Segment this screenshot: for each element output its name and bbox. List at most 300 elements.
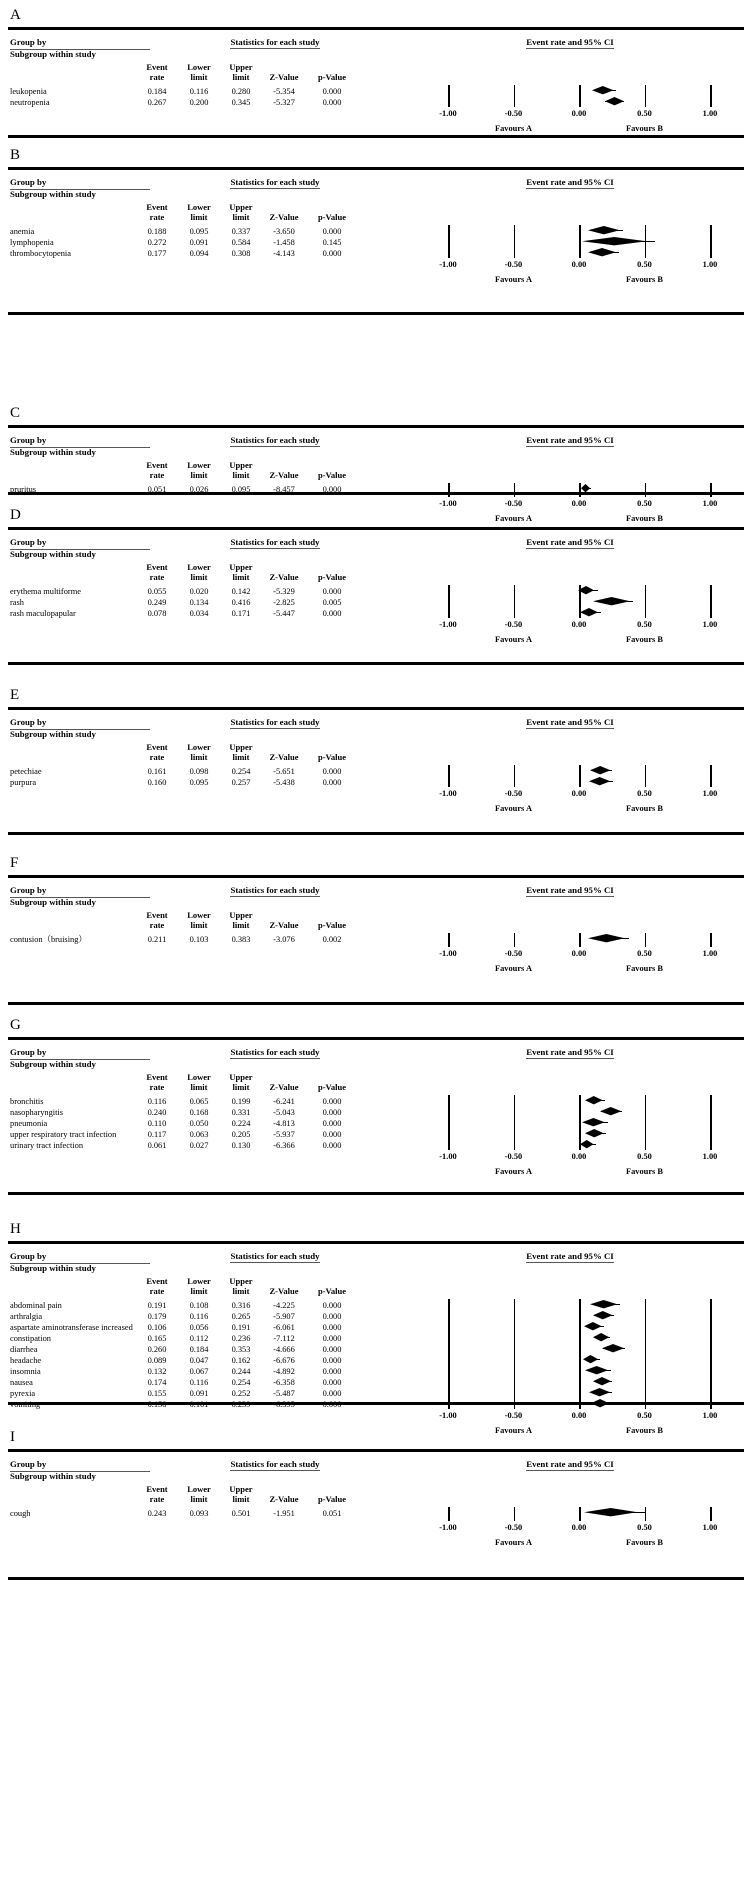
- cell-event-rate: 0.110: [147, 1119, 167, 1128]
- col-header-event-rate-line1: Event: [146, 1072, 168, 1082]
- col-header-lower-limit: [181, 742, 217, 762]
- cell-upper-limit: 0.257: [231, 778, 251, 787]
- col-header-upper-limit-line1: Upper: [229, 1276, 253, 1286]
- col-header-lower-limit-line2: limit: [190, 1082, 208, 1092]
- cell-lower-limit: 0.091: [189, 238, 209, 247]
- ci-header: Event rate and 95% CI: [526, 1047, 614, 1057]
- col-header-z-value-line2: Z-Value: [269, 1286, 299, 1296]
- col-header-p-value: [311, 910, 353, 930]
- favours-b-label: Favours B: [626, 1167, 663, 1176]
- forest-plot-area: [420, 765, 740, 817]
- forest-panel-H: [0, 1221, 752, 1435]
- summary-diamond: [584, 1322, 602, 1330]
- col-header-lower-limit: [181, 202, 217, 222]
- cell-z-value: -5.487: [273, 1389, 295, 1398]
- axis-tick-1: [514, 1507, 516, 1521]
- cell-z-value: -5.438: [273, 778, 295, 787]
- col-header-event-rate-line2: rate: [149, 1494, 165, 1504]
- cell-p-value: 0.000: [322, 1301, 342, 1310]
- col-header-upper-limit-line1: Upper: [229, 742, 253, 752]
- col-header-lower-limit-line2: limit: [190, 1494, 208, 1504]
- forest-panel-B: [0, 147, 752, 284]
- subgroup-label: urinary tract infection: [10, 1141, 84, 1150]
- col-header-upper-limit-line2: limit: [232, 72, 250, 82]
- col-header-event-rate: [139, 460, 175, 480]
- axis-tick-1: [514, 933, 516, 947]
- cell-event-rate: 0.116: [147, 1097, 167, 1106]
- summary-diamond: [592, 86, 614, 94]
- axis-tick-label-3: 0.50: [637, 1411, 652, 1420]
- axis-tick-label-1: -0.50: [504, 1411, 523, 1420]
- cell-z-value: -5.043: [273, 1108, 295, 1117]
- col-header-z-value-line2: Z-Value: [269, 572, 299, 582]
- axis-tick-4: [710, 1095, 712, 1150]
- forest-panel-F: [0, 855, 752, 973]
- cell-upper-limit: 0.345: [231, 98, 251, 107]
- summary-diamond: [584, 1508, 637, 1516]
- forest-panel-A: [0, 7, 752, 133]
- cell-event-rate: 0.188: [147, 227, 167, 236]
- axis-tick-label-3: 0.50: [637, 949, 652, 958]
- col-header-p-value-line2: p-Value: [317, 72, 347, 82]
- cell-lower-limit: 0.184: [189, 1345, 209, 1354]
- cell-upper-limit: 0.162: [231, 1356, 251, 1365]
- favours-a-label: Favours A: [495, 1426, 532, 1435]
- col-header-lower-limit: [181, 562, 217, 582]
- col-header-upper-limit: [223, 460, 259, 480]
- axis-tick-4: [710, 933, 712, 947]
- cell-upper-limit: 0.501: [231, 1509, 251, 1518]
- panel-letter-C: C: [10, 405, 21, 421]
- statistics-header: Statistics for each study: [230, 1459, 320, 1469]
- col-header-z-value: [263, 910, 305, 930]
- favours-a-label: Favours A: [495, 1538, 532, 1547]
- col-header-z-value-line2: Z-Value: [269, 212, 299, 222]
- col-header-lower-limit: [181, 1276, 217, 1296]
- cell-upper-limit: 0.337: [231, 227, 251, 236]
- panel-bottom-rule: [8, 662, 744, 665]
- axis-tick-1: [514, 85, 516, 107]
- statistics-header: Statistics for each study: [230, 435, 320, 445]
- subgroup-header: Subgroup within study: [10, 549, 96, 559]
- cell-p-value: 0.000: [322, 609, 342, 618]
- cell-p-value: 0.000: [322, 98, 342, 107]
- panel-letter-G: G: [10, 1017, 21, 1033]
- cell-upper-limit: 0.239: [231, 1400, 251, 1409]
- col-header-lower-limit-line2: limit: [190, 752, 208, 762]
- axis-tick-label-1: -0.50: [504, 949, 523, 958]
- panel-top-rule: [8, 167, 744, 170]
- subgroup-label: rash: [10, 598, 24, 607]
- cell-lower-limit: 0.056: [189, 1323, 209, 1332]
- cell-event-rate: 0.089: [147, 1356, 167, 1365]
- cell-upper-limit: 0.308: [231, 249, 251, 258]
- col-header-lower-limit-line2: limit: [190, 920, 208, 930]
- cell-upper-limit: 0.224: [231, 1119, 251, 1128]
- col-header-lower-limit: [181, 62, 217, 82]
- cell-z-value: -6.241: [273, 1097, 295, 1106]
- axis-tick-labels: [420, 1410, 740, 1422]
- axis-tick-3: [645, 585, 647, 618]
- subgroup-label: petechiae: [10, 767, 42, 776]
- col-header-event-rate-line1: Event: [146, 1276, 168, 1286]
- ci-header: Event rate and 95% CI: [526, 177, 614, 187]
- col-header-lower-limit-line2: limit: [190, 1286, 208, 1296]
- cell-p-value: 0.000: [322, 1130, 342, 1139]
- col-header-lower-limit-line1: Lower: [187, 910, 211, 920]
- axis-tick-0: [448, 1507, 450, 1521]
- axis-tick-label-0: -1.00: [439, 260, 457, 269]
- summary-diamond: [582, 1118, 605, 1126]
- summary-diamond: [593, 1333, 609, 1341]
- table-header-row-2: [0, 550, 752, 561]
- cell-lower-limit: 0.098: [189, 767, 209, 776]
- cell-z-value: -5.651: [273, 767, 295, 776]
- summary-diamond: [588, 934, 625, 942]
- favours-b-label: Favours B: [626, 124, 663, 133]
- cell-event-rate: 0.106: [147, 1323, 167, 1332]
- axis-tick-labels: [420, 788, 740, 800]
- favours-a-label: Favours A: [495, 275, 532, 284]
- col-header-z-value-line2: Z-Value: [269, 1494, 299, 1504]
- col-header-event-rate: [139, 1276, 175, 1296]
- cell-lower-limit: 0.116: [189, 1378, 209, 1387]
- cell-z-value: -5.329: [273, 587, 295, 596]
- table-header-row-1: [0, 1252, 752, 1264]
- cell-upper-limit: 0.280: [231, 87, 251, 96]
- cell-p-value: 0.000: [322, 1334, 342, 1343]
- cell-event-rate: 0.174: [147, 1378, 167, 1387]
- statistics-header: Statistics for each study: [230, 37, 320, 47]
- col-header-z-value-line2: Z-Value: [269, 1082, 299, 1092]
- cell-lower-limit: 0.027: [189, 1141, 209, 1150]
- axis-tick-label-1: -0.50: [504, 789, 523, 798]
- cell-event-rate: 0.161: [147, 767, 167, 776]
- axis-tick-1: [514, 1299, 516, 1409]
- subgroup-label: purpura: [10, 778, 37, 787]
- col-header-upper-limit-line1: Upper: [229, 202, 253, 212]
- axis-tick-4: [710, 585, 712, 618]
- panel-bottom-rule: [8, 135, 744, 138]
- col-header-lower-limit-line1: Lower: [187, 460, 211, 470]
- column-headers: [0, 202, 752, 223]
- subgroup-label: pneumonia: [10, 1119, 48, 1128]
- axis-tick-0: [448, 225, 450, 258]
- cell-upper-limit: 0.205: [231, 1130, 251, 1139]
- cell-event-rate: 0.272: [147, 238, 167, 247]
- col-header-upper-limit-line1: Upper: [229, 910, 253, 920]
- axis-tick-4: [710, 1507, 712, 1521]
- axis-tick-label-3: 0.50: [637, 499, 652, 508]
- cell-lower-limit: 0.134: [189, 598, 209, 607]
- subgroup-label: pyrexia: [10, 1389, 36, 1398]
- cell-p-value: 0.000: [322, 1367, 342, 1376]
- forest-panel-G: [0, 1017, 752, 1176]
- table-header-row-1: [0, 1460, 752, 1472]
- col-header-lower-limit: [181, 1484, 217, 1504]
- cell-p-value: 0.000: [322, 485, 342, 494]
- axis-tick-label-1: -0.50: [504, 620, 523, 629]
- table-header-row-1: [0, 538, 752, 550]
- axis-tick-label-2: 0.00: [571, 620, 587, 629]
- subgroup-label: leukopenia: [10, 87, 47, 96]
- cell-event-rate: 0.132: [147, 1367, 167, 1376]
- favours-a-label: Favours A: [495, 124, 532, 133]
- cell-p-value: 0.000: [322, 1378, 342, 1387]
- col-header-z-value: [263, 62, 305, 82]
- panel-body: [0, 1251, 752, 1435]
- subgroup-label: bronchitis: [10, 1097, 44, 1106]
- axis-tick-label-4: 1.00: [702, 260, 718, 269]
- favours-labels: [420, 123, 740, 135]
- col-header-event-rate-line2: rate: [149, 752, 165, 762]
- panel-top-rule: [8, 27, 744, 30]
- favours-a-label: Favours A: [495, 804, 532, 813]
- statistics-header: Statistics for each study: [230, 717, 320, 727]
- col-header-z-value: [263, 562, 305, 582]
- table-header-row-2: [0, 50, 752, 61]
- axis-tick-1: [514, 585, 516, 618]
- cell-z-value: -3.650: [273, 227, 295, 236]
- panel-top-rule: [8, 425, 744, 428]
- cell-lower-limit: 0.108: [189, 1301, 209, 1310]
- cell-z-value: -4.225: [273, 1301, 295, 1310]
- cell-event-rate: 0.055: [147, 587, 167, 596]
- subgroup-label: contusion（bruising）: [10, 935, 87, 944]
- cell-z-value: -6.358: [273, 1378, 295, 1387]
- cell-p-value: 0.145: [322, 238, 342, 247]
- col-header-event-rate-line2: rate: [149, 1286, 165, 1296]
- col-header-lower-limit-line2: limit: [190, 470, 208, 480]
- axis-tick-label-4: 1.00: [702, 620, 718, 629]
- axis-tick-label-2: 0.00: [571, 949, 587, 958]
- group-by-header: Group by: [10, 1252, 150, 1264]
- subgroup-label: cough: [10, 1509, 31, 1518]
- column-headers: [0, 1276, 752, 1297]
- axis-tick-0: [448, 765, 450, 787]
- cell-p-value: 0.051: [322, 1509, 342, 1518]
- table-header-row-2: [0, 1264, 752, 1275]
- axis-tick-1: [514, 765, 516, 787]
- subgroup-header: Subgroup within study: [10, 189, 96, 199]
- col-header-lower-limit: [181, 910, 217, 930]
- col-header-z-value: [263, 460, 305, 480]
- subgroup-header: Subgroup within study: [10, 1059, 96, 1069]
- col-header-upper-limit-line2: limit: [232, 212, 250, 222]
- cell-lower-limit: 0.116: [189, 87, 209, 96]
- col-header-p-value-line2: p-Value: [317, 572, 347, 582]
- cell-z-value: -5.327: [273, 98, 295, 107]
- axis-tick-labels: [420, 948, 740, 960]
- panel-letter-E: E: [10, 687, 20, 703]
- axis-tick-3: [645, 1507, 647, 1521]
- cell-upper-limit: 0.316: [231, 1301, 251, 1310]
- axis-tick-0: [448, 585, 450, 618]
- cell-event-rate: 0.211: [147, 935, 167, 944]
- axis-tick-0: [448, 933, 450, 947]
- col-header-z-value: [263, 1072, 305, 1092]
- cell-p-value: 0.000: [322, 249, 342, 258]
- col-header-event-rate: [139, 910, 175, 930]
- col-header-p-value-line2: p-Value: [317, 1286, 347, 1296]
- cell-p-value: 0.000: [322, 227, 342, 236]
- cell-upper-limit: 0.254: [231, 1378, 251, 1387]
- cell-p-value: 0.000: [322, 767, 342, 776]
- axis-tick-0: [448, 85, 450, 107]
- axis-tick-label-3: 0.50: [637, 789, 652, 798]
- cell-upper-limit: 0.265: [231, 1312, 251, 1321]
- cell-event-rate: 0.179: [147, 1312, 167, 1321]
- axis-tick-2: [579, 225, 581, 258]
- col-header-event-rate: [139, 1072, 175, 1092]
- column-headers: [0, 1072, 752, 1093]
- cell-upper-limit: 0.416: [231, 598, 251, 607]
- axis-tick-2: [579, 85, 581, 107]
- axis-tick-labels: [420, 1151, 740, 1163]
- favours-a-label: Favours A: [495, 1167, 532, 1176]
- cell-lower-limit: 0.095: [189, 227, 209, 236]
- col-header-upper-limit-line2: limit: [232, 572, 250, 582]
- subgroup-header: Subgroup within study: [10, 1263, 96, 1273]
- cell-z-value: -5.937: [273, 1130, 295, 1139]
- axis-tick-label-4: 1.00: [702, 1411, 718, 1420]
- axis-tick-label-0: -1.00: [439, 109, 457, 118]
- table-header-row-2: [0, 1472, 752, 1483]
- subgroup-label: abdominal pain: [10, 1301, 62, 1310]
- col-header-lower-limit-line1: Lower: [187, 1072, 211, 1082]
- col-header-z-value: [263, 202, 305, 222]
- summary-diamond: [582, 237, 647, 245]
- cell-lower-limit: 0.065: [189, 1097, 209, 1106]
- cell-event-rate: 0.165: [147, 1334, 167, 1343]
- axis-tick-3: [645, 933, 647, 947]
- subgroup-header: Subgroup within study: [10, 897, 96, 907]
- col-header-lower-limit-line1: Lower: [187, 562, 211, 572]
- summary-diamond: [593, 1311, 613, 1319]
- group-by-header: Group by: [10, 538, 150, 550]
- col-header-lower-limit: [181, 460, 217, 480]
- cell-z-value: -4.813: [273, 1119, 295, 1128]
- summary-diamond: [590, 1300, 617, 1308]
- cell-event-rate: 0.078: [147, 609, 167, 618]
- cell-p-value: 0.000: [322, 1400, 342, 1409]
- cell-z-value: -6.676: [273, 1356, 295, 1365]
- group-by-header: Group by: [10, 38, 150, 50]
- axis-tick-labels: [420, 1522, 740, 1534]
- summary-diamond: [583, 1355, 598, 1363]
- favours-b-label: Favours B: [626, 1426, 663, 1435]
- col-header-p-value: [311, 460, 353, 480]
- col-header-z-value-line2: Z-Value: [269, 752, 299, 762]
- col-header-event-rate-line1: Event: [146, 202, 168, 212]
- subgroup-label: upper respiratory tract infection: [10, 1130, 117, 1139]
- col-header-upper-limit-line2: limit: [232, 752, 250, 762]
- cell-z-value: -7.112: [273, 1334, 295, 1343]
- column-headers: [0, 460, 752, 481]
- col-header-upper-limit-line2: limit: [232, 1494, 250, 1504]
- col-header-p-value: [311, 1484, 353, 1504]
- summary-diamond: [585, 1129, 604, 1137]
- axis-tick-labels: [420, 108, 740, 120]
- group-by-header: Group by: [10, 1048, 150, 1060]
- axis-tick-3: [645, 1095, 647, 1150]
- cell-z-value: -2.825: [273, 598, 295, 607]
- panel-top-rule: [8, 527, 744, 530]
- panel-letter-H: H: [10, 1221, 21, 1237]
- cell-p-value: 0.000: [322, 1356, 342, 1365]
- axis-tick-label-2: 0.00: [571, 109, 587, 118]
- cell-upper-limit: 0.130: [231, 1141, 251, 1150]
- cell-event-rate: 0.117: [147, 1130, 167, 1139]
- subgroup-label: nasopharyngitis: [10, 1108, 64, 1117]
- forest-plot-area: [420, 1507, 740, 1548]
- col-header-upper-limit-line2: limit: [232, 920, 250, 930]
- cell-event-rate: 0.267: [147, 98, 167, 107]
- favours-labels: [420, 803, 740, 815]
- col-header-lower-limit-line1: Lower: [187, 1484, 211, 1494]
- col-header-upper-limit: [223, 202, 259, 222]
- cell-event-rate: 0.177: [147, 249, 167, 258]
- col-header-p-value-line2: p-Value: [317, 752, 347, 762]
- subgroup-label: arthralgia: [10, 1312, 43, 1321]
- col-header-upper-limit-line1: Upper: [229, 1484, 253, 1494]
- panel-letter-D: D: [10, 507, 21, 523]
- forest-panel-D: [0, 507, 752, 644]
- col-header-upper-limit-line2: limit: [232, 1082, 250, 1092]
- panel-body: [0, 177, 752, 284]
- axis-tick-label-1: -0.50: [504, 1152, 523, 1161]
- statistics-header: Statistics for each study: [230, 885, 320, 895]
- cell-lower-limit: 0.095: [189, 778, 209, 787]
- favours-b-label: Favours B: [626, 635, 663, 644]
- favours-b-label: Favours B: [626, 964, 663, 973]
- cell-lower-limit: 0.091: [189, 1389, 209, 1398]
- axis-tick-label-4: 1.00: [702, 1152, 718, 1161]
- axis-tick-2: [579, 1299, 581, 1409]
- cell-lower-limit: 0.103: [189, 935, 209, 944]
- table-header-row-2: [0, 730, 752, 741]
- axis-tick-label-1: -0.50: [504, 260, 523, 269]
- panel-bottom-rule: [8, 1192, 744, 1195]
- cell-event-rate: 0.158: [147, 1400, 167, 1409]
- panel-top-rule: [8, 1449, 744, 1452]
- panel-body: [0, 37, 752, 133]
- forest-plot-area: [420, 85, 740, 137]
- col-header-p-value-line2: p-Value: [317, 212, 347, 222]
- col-header-event-rate: [139, 742, 175, 762]
- cell-z-value: -5.907: [273, 1312, 295, 1321]
- summary-diamond: [589, 777, 610, 785]
- cell-p-value: 0.000: [322, 87, 342, 96]
- summary-diamond: [590, 766, 610, 774]
- cell-p-value: 0.000: [322, 587, 342, 596]
- favours-a-label: Favours A: [495, 514, 532, 523]
- forest-plot-area: [420, 1095, 740, 1180]
- table-header-row-2: [0, 898, 752, 909]
- col-header-event-rate: [139, 202, 175, 222]
- cell-event-rate: 0.160: [147, 778, 167, 787]
- forest-plot-area: [420, 933, 740, 974]
- cell-p-value: 0.000: [322, 1345, 342, 1354]
- favours-a-label: Favours A: [495, 635, 532, 644]
- table-header-row-1: [0, 38, 752, 50]
- axis-tick-label-2: 0.00: [571, 260, 587, 269]
- panel-bottom-rule: [8, 1002, 744, 1005]
- cell-lower-limit: 0.168: [189, 1108, 209, 1117]
- table-header-row-2: [0, 190, 752, 201]
- col-header-p-value: [311, 562, 353, 582]
- cell-p-value: 0.000: [322, 1108, 342, 1117]
